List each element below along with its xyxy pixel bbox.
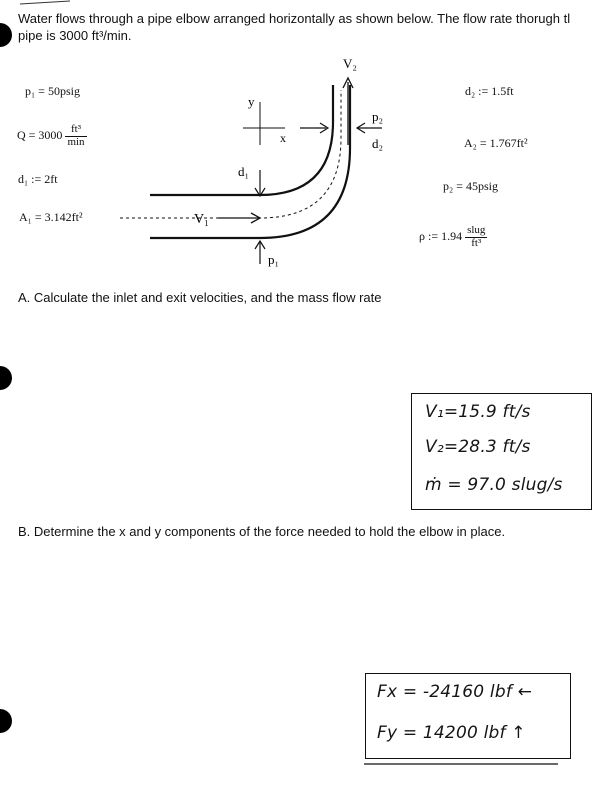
given-p1: p₁ = 50psig xyxy=(25,84,80,98)
part-b-question: B. Determine the x and y components of the force needed to hold the elbow in place. xyxy=(18,524,506,539)
answer-v1: V₁=15.9 ft/s xyxy=(425,402,531,422)
scan-mark xyxy=(16,0,76,6)
given-a2: A₂ = 1.767ft² xyxy=(464,136,528,150)
answer-fy: Fy = 14200 lbf ↑ xyxy=(377,723,526,743)
label-d1: d₁ xyxy=(238,164,250,179)
pipe-centerline xyxy=(120,90,341,218)
answer-mdot: ṁ = 97.0 slug/s xyxy=(425,475,563,495)
pipe-elbow-diagram xyxy=(110,50,410,280)
given-q-units-num: ft³ xyxy=(65,124,86,137)
label-p1: p₁ xyxy=(268,252,280,267)
given-p2: p₂ = 45psig xyxy=(443,179,498,193)
label-x: x xyxy=(280,131,286,145)
given-rho-prefix: ρ := 1.94 xyxy=(419,228,463,243)
label-p2: p₂ xyxy=(372,109,384,124)
given-d2: d₂ := 1.5ft xyxy=(465,84,514,98)
answer-fx: Fx = -24160 lbf ← xyxy=(377,682,533,702)
given-q xyxy=(17,124,87,148)
given-q-units-den: min xyxy=(67,135,85,148)
part-a-question: A. Calculate the inlet and exit velocities, and the mass flow rate xyxy=(18,290,382,305)
binder-hole-2 xyxy=(0,366,12,390)
given-d1: d₁ := 2ft xyxy=(18,172,58,186)
label-v2: V₂ xyxy=(343,56,357,71)
label-v1: V₁ xyxy=(194,212,209,227)
label-y: y xyxy=(248,94,255,109)
given-rho-units-num: slug xyxy=(467,224,486,236)
given-q-prefix: Q = 3000 xyxy=(17,127,63,142)
part-b-underline xyxy=(362,760,562,768)
problem-intro-line2: pipe is 3000 ft³/min. xyxy=(18,28,132,43)
binder-hole-3 xyxy=(0,709,12,733)
answer-v2: V₂=28.3 ft/s xyxy=(425,437,531,457)
binder-hole-1 xyxy=(0,23,12,47)
problem-intro-line1: Water flows through a pipe elbow arranged horizontally as shown below. The flow rate thorugh tl xyxy=(18,11,571,26)
given-rho-units-den: ft³ xyxy=(471,236,482,249)
given-rho xyxy=(419,225,487,249)
label-d2: d₂ xyxy=(372,136,384,151)
given-a1: A₁ = 3.142ft² xyxy=(19,210,83,224)
